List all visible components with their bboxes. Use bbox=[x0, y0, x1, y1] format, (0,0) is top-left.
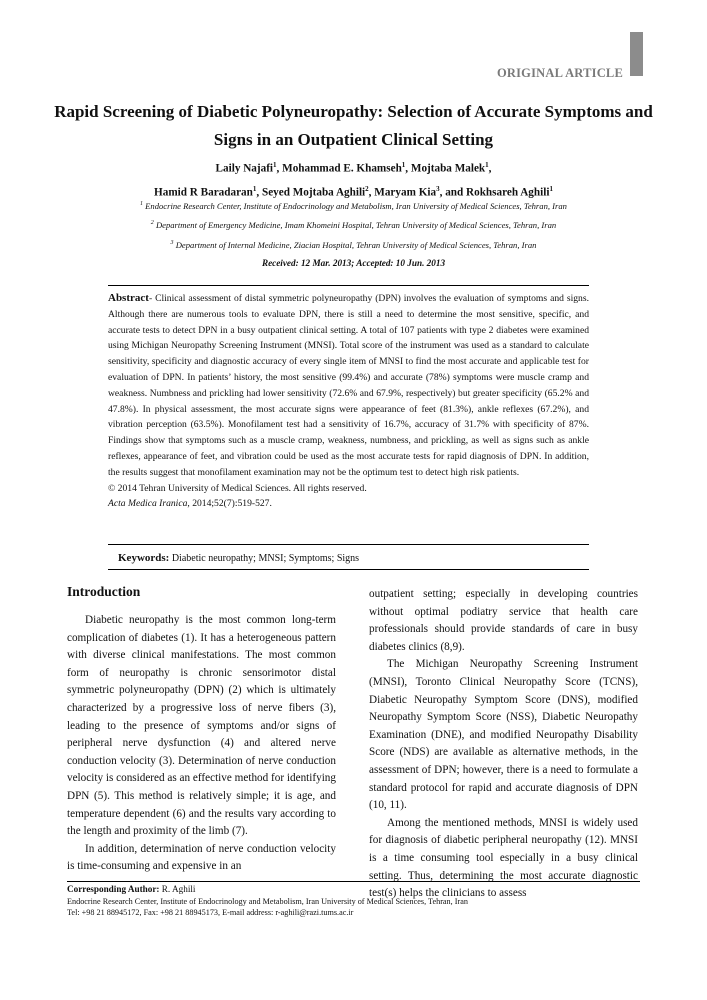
keywords-divider bbox=[108, 569, 589, 570]
paper-title: Rapid Screening of Diabetic Polyneuropathy: Selection of Accurate Symptoms and Signs in an Outpatient Clinical Setting bbox=[54, 102, 653, 149]
author-affil-mark: 1 bbox=[485, 161, 489, 169]
affiliation-item bbox=[40, 196, 667, 215]
author-affil-mark: 1 bbox=[549, 184, 553, 193]
author-name: Laily Najafi bbox=[215, 162, 274, 175]
copyright-line: © 2014 Tehran University of Medical Sciences. All rights reserved. bbox=[108, 482, 367, 494]
author-separator: , bbox=[276, 162, 283, 175]
abstract-body: - Clinical assessment of distal symmetric polyneuropathy (DPN) involves the evaluation of symptoms and signs. Although there are numerous tools to evaluate DPN, there is still a need to determine the most sensitive, specific, and accurate tests to detect DPN in a busy outpatient clinical setting. A total of 107 patients with type 2 diabetes were examined using Michigan Neuropathy Screening Instrument (MNSI). Total score of the instrument was used as a standard to calculate sensitivity, specificity and diagnostic accuracy of every single item of MNSI to find the most accurate and applicable test for evaluation of DPN. In patients’ history, the most sensitive (99.4%) and accurate (78%) symptoms were muscle cramp and weakness. Numbness and prickling had lower sensitivity (72.6% and 67.9%, respectively) but greater specificity (65.2% and 47.8%). In physical assessment, the most accurate signs were appearance of feet (81.3%), ankle reflexes (67.2%), and vibration perception (63.5%). Monofilament test had a sensitivity of 16.7%, accuracy of 31.7% with specificity of 87%. Findings show that symptoms such as a muscle cramp, weakness, numbness, and prickling, as well as signs such as ankle reflexes, appearance of feet, and vibration could be used as the most accurate tests for rapid diagnosis of DPN. In addition, the results suggest that monofilament examination may not be the optimum test to detect high risk patients. bbox=[108, 293, 589, 478]
author-name: Maryam Kia bbox=[374, 186, 437, 199]
affiliation-text: Endocrine Research Center, Institute of Endocrinology and Metabolism, Iran University of Medical Sciences, Tehran, Iran bbox=[145, 200, 567, 211]
corresponding-author-name: R. Aghili bbox=[159, 884, 196, 894]
body-paragraph: The Michigan Neuropathy Screening Instrument (MNSI), Toronto Clinical Neuropathy Score (TCNS), Diabetic Neuropathy Symptom Score (DNS), modified Neuropathy Symptom Score (NSS), Diabetic Neuropathy Examination (DNE), and modified Neuropathy Disability Score (NDS) are available as alternative methods, in the assessment of DPN; however, there is a need to formulate a standard protocol for rapid and accurate diagnosis of DPN (10, 11). bbox=[369, 658, 638, 812]
affiliation-text: Department of Emergency Medicine, Imam Khomeini Hospital, Tehran University of Medical Sciences, Tehran, Iran bbox=[155, 220, 557, 231]
author-separator: , and bbox=[439, 186, 467, 199]
author-affil-mark: 1 bbox=[401, 161, 406, 169]
author-affil-mark: 1 bbox=[273, 161, 277, 169]
author-separator: , bbox=[488, 162, 492, 175]
author-affil-mark: 3 bbox=[436, 184, 440, 193]
keywords-line bbox=[118, 552, 359, 564]
author-name: Seyed Mojtaba Aghili bbox=[261, 186, 366, 199]
affiliation-mark: 1 bbox=[140, 201, 143, 207]
affiliation-list bbox=[40, 196, 667, 254]
author-separator: , bbox=[368, 186, 375, 199]
author-affil-mark: 1 bbox=[252, 184, 257, 193]
body-column-right bbox=[369, 586, 638, 903]
corresponding-author-label: Corresponding Author: bbox=[67, 884, 160, 894]
keywords-heading: Keywords: bbox=[118, 552, 170, 564]
corresponding-author-contact: Tel: +98 21 88945172, Fax: +98 21 88945173, E-mail address: r-aghili@razi.tums.ac.ir bbox=[67, 908, 354, 917]
author-name: Hamid R Baradaran bbox=[154, 186, 253, 199]
author-separator: , bbox=[256, 186, 262, 199]
abstract-heading: Abstract bbox=[108, 292, 149, 304]
article-type-label: ORIGINAL ARTICLE bbox=[496, 66, 623, 80]
affiliation-mark: 2 bbox=[150, 220, 154, 227]
affiliation-item bbox=[40, 235, 667, 254]
citation-line bbox=[108, 496, 589, 512]
author-name: Mojtaba Malek bbox=[410, 162, 486, 175]
corresponding-author-address: Endocrine Research Center, Institute of Endocrinology and Metabolism, Iran University of Medical Sciences, Tehran, Iran bbox=[67, 896, 468, 906]
author-affil-mark: 2 bbox=[365, 184, 369, 193]
corresponding-author-footer bbox=[67, 884, 647, 919]
affiliation-text: Department of Internal Medicine, Ziacian Hospital, Tehran University of Medical Sciences, Tehran, Iran bbox=[175, 239, 537, 250]
keywords-text: Diabetic neuropathy; MNSI; Symptoms; Signs bbox=[169, 553, 360, 564]
citation-journal: Acta Medica Iranica bbox=[108, 498, 188, 510]
body-paragraph: Among the mentioned methods, MNSI is widely used for diagnosis of diabetic peripheral neuropathy (12). MNSI is a time consuming tool especially in a busy clinical setting. Thus, determining the most accurate diagnostic test(s) helps the clinicians to assess bbox=[369, 816, 638, 900]
section-heading-introduction: Introduction bbox=[67, 584, 141, 599]
citation-details: , 2014;52(7):519-527. bbox=[187, 498, 272, 510]
body-paragraph: Diabetic neuropathy is the most common long-term complication of diabetes (1). It has a heterogeneous pattern with diverse clinical manifestations. The most common form of neuropathy is chronic sensorimotor distal symmetric polyneuropathy (DPN) (2) which is ultimately characterized by a progressive loss of nerve fibers (3), leading to the presence of symptoms and/or signs of peripheral nerve dysfunction (4) and altered nerve conduction velocity (3). Determination of nerve conduction velocity is considered as an effective method for identifying DPN (5). This method is relatively simple; it is age, and temperature dependent (6) and the results vary according to the length and proximity of the limb (7). bbox=[67, 614, 336, 838]
abstract-paragraph bbox=[108, 291, 589, 481]
author-separator: , bbox=[405, 162, 411, 175]
corresponding-author-line bbox=[67, 884, 647, 896]
body-paragraph: In addition, determination of nerve conduction velocity is time-consuming and expensive in an bbox=[67, 842, 336, 873]
header-gray-bar bbox=[630, 32, 643, 76]
abstract-section bbox=[108, 285, 589, 545]
author-name: Mohammad E. Khamseh bbox=[282, 162, 402, 175]
body-column-left bbox=[67, 582, 336, 876]
received-dates: Received: 12 Mar. 2013; Accepted: 10 Jun. 2013 bbox=[261, 258, 446, 268]
affiliation-mark: 3 bbox=[170, 239, 174, 246]
affiliation-item bbox=[40, 215, 667, 234]
footer-divider bbox=[67, 881, 640, 882]
body-paragraph: outpatient setting; especially in developing countries without optimal podiatry service that health care professionals should provide standards of care in busy diabetes clinics (8,9). bbox=[369, 588, 638, 653]
author-name: Rokhsareh Aghili bbox=[466, 186, 550, 199]
